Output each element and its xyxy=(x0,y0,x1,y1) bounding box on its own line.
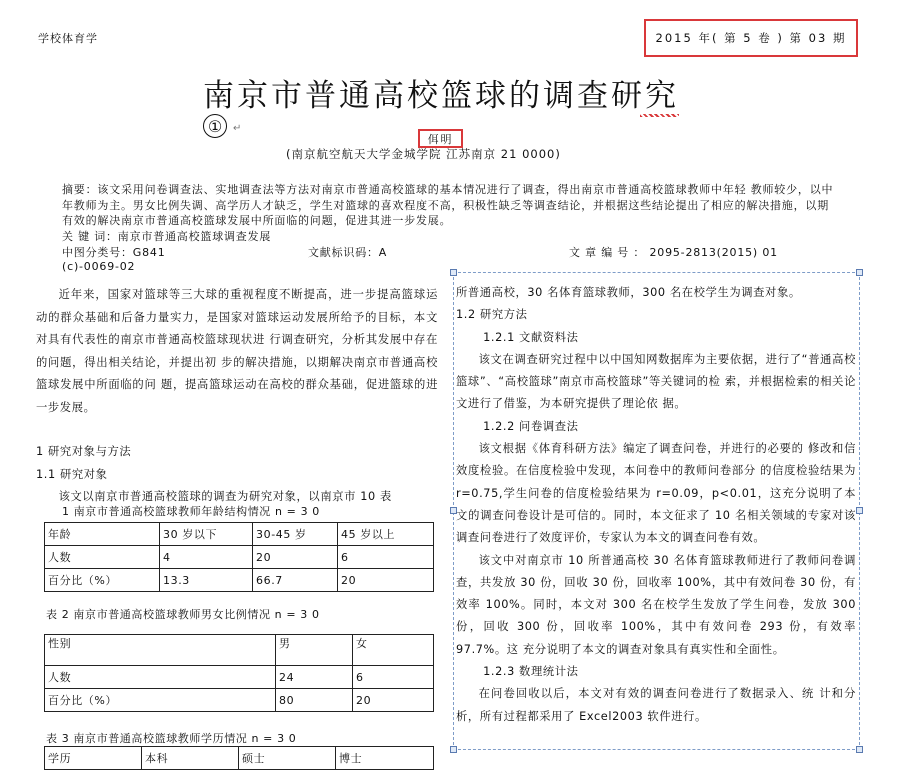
section-heading-1: 1 研究对象与方法 xyxy=(36,445,132,458)
footnote-marker: ① xyxy=(203,114,227,138)
section-heading-1-2-2: 1.2.2 问卷调查法 xyxy=(483,419,579,433)
article-number: 文 章 编 号 ： 2095-2813(2015) 01 xyxy=(569,246,778,259)
left-column xyxy=(36,284,438,509)
article-number-continued: (c)-0069-02 xyxy=(62,260,136,273)
resize-handle[interactable] xyxy=(856,746,863,753)
section-heading-1-2-3: 1.2.3 数理统计法 xyxy=(483,665,579,679)
document-code: 文献标识码：A xyxy=(308,246,388,259)
abstract xyxy=(62,182,840,244)
clc-number: 中图分类号：G841 xyxy=(62,246,166,259)
issue-info: 2015 年( 第 5 卷 ) 第 03 期 xyxy=(655,31,847,45)
keywords: 关 键 词：南京市普通高校篮球调查发展 xyxy=(62,229,272,243)
intro-paragraph: 近年来，国家对篮球等三大球的重视程度不断提高，进一步提高篮球运动的群众基础和后备力量实力，是国家对篮球运动发展所给予的目标，本文对具有代表性的南京市普通高校篮球现状进 行调查研究，分析其发展中存在的问题，得出相关结论，并提出初 步的解决措施，以期解决南京市普通高校篮球发展中所面临的问 题，提高篮球运动在高校的群众基础，促进篮球的进一步发展。 xyxy=(36,288,438,414)
paragraph-1-2-2b: 该文中对南京市 10 所普通高校 30 名体育篮球教师进行了教师问卷调查，共发放 30 份，回收 30 份，回收率 100%，其中有效问卷 30 份，有效率 100%。同时，本文对 300 名在校学生发放了学生问卷，发放 300 份，回收 300 份，回收率 100%，其中有效问卷 293 份，有效率 97.7%。这 充分说明了本文的调查对象具有真实性和全面性。 xyxy=(456,553,856,656)
paragraph-mark-icon: ↵ xyxy=(233,123,242,134)
section-heading-1-2: 1.2 研究方法 xyxy=(456,308,528,322)
paper-title xyxy=(203,70,679,115)
journal-name: 学校体育学 xyxy=(38,32,98,45)
paragraph-1-2-3: 在问卷回收以后，本文对有效的调查问卷进行了数据录入、统 计和分析，所有过程都采用了 Excel2003 软件进行。 xyxy=(456,687,856,723)
issue-info-highlight xyxy=(644,19,858,57)
section-heading-1-1: 1.1 研究对象 xyxy=(36,467,108,481)
spellcheck-underline xyxy=(640,114,679,117)
paper-title-text: 南京市普通高校篮球的调查研究 xyxy=(203,78,679,114)
resize-handle[interactable] xyxy=(856,507,863,514)
paragraph-1-2-1: 该文在调查研究过程中以中国知网数据库为主要依据，进行了“普通高校篮球”、“高校篮球”南京市高校篮球”等关键词的检 索，并根据检索的相关论文进行了借鉴，为本研究提供了理论依 据。 xyxy=(456,352,856,411)
table-row: 人数 4 20 6 xyxy=(45,546,434,569)
table-2 xyxy=(44,634,434,712)
author-name: 佴明 xyxy=(427,132,454,146)
table-3 xyxy=(44,746,434,770)
resize-handle[interactable] xyxy=(450,269,457,276)
table-row: 学历 本科 硕士 博士 xyxy=(45,747,434,770)
paragraph-1-2-2a: 该文根据《体育科研方法》编定了调查问卷，并进行的必要的 修改和信效度检验。在信度检验中发现，本问卷中的教师问卷部分 的信度检验结果为 r=0.75,学生问卷的信度检验结果为 r=0.09，p<0.01，这充分说明了本文的调查问卷设计是可信的。同时，本文征求了 10 名相关领域的专家对该调查问卷进行了效度评价，专家认为本文的调查问卷有效。 xyxy=(456,442,856,545)
table-row: 性别 男 女 xyxy=(45,635,434,666)
table-3-caption: 表 3 南京市普通高校篮球教师学历情况 n = 3 0 xyxy=(46,732,297,745)
table-row: 人数 24 6 xyxy=(45,666,434,689)
table-2-caption: 表 2 南京市普通高校篮球教师男女比例情况 n = 3 0 xyxy=(46,608,320,621)
paragraph-1-1: 该文以南京市普通高校篮球的调查为研究对象，以南京市 10 表 xyxy=(58,490,392,503)
section-heading-1-2-1: 1.2.1 文献资料法 xyxy=(483,330,579,344)
table-1-caption: 1 南京市普通高校篮球教师年龄结构情况 n = 3 0 xyxy=(62,505,320,518)
table-1 xyxy=(44,522,434,592)
table-row: 百分比（%） 80 20 xyxy=(45,689,434,712)
table-row: 年龄 30 岁以下 30-45 岁 45 岁以上 xyxy=(45,523,434,546)
resize-handle[interactable] xyxy=(450,746,457,753)
right-column xyxy=(456,282,856,728)
table-row: 百分比（%） 13.3 66.7 20 xyxy=(45,569,434,592)
abstract-text: 摘要：该文采用问卷调查法、实地调查法等方法对南京市普通高校篮球的基本情况进行了调查，得出南京市普通高校篮球教师中年轻 教师较少，以中年教师为主。男女比例失调、高学历人才缺乏，学生对篮球的喜欢程度不高，积极性缺乏等调查结论，并根据这些结论提出了相应的解决措施，以期有效的解决南京市普通高校篮球发展中所面临的问题，促进其进一步发展。 xyxy=(62,183,834,227)
author-affiliation: (南京航空航天大学金城学院 江苏南京 21 0000) xyxy=(286,147,561,161)
resize-handle[interactable] xyxy=(856,269,863,276)
paragraph-objects-cont: 所普通高校，30 名体育篮球教师，300 名在校学生为调查对象。 xyxy=(456,286,801,299)
